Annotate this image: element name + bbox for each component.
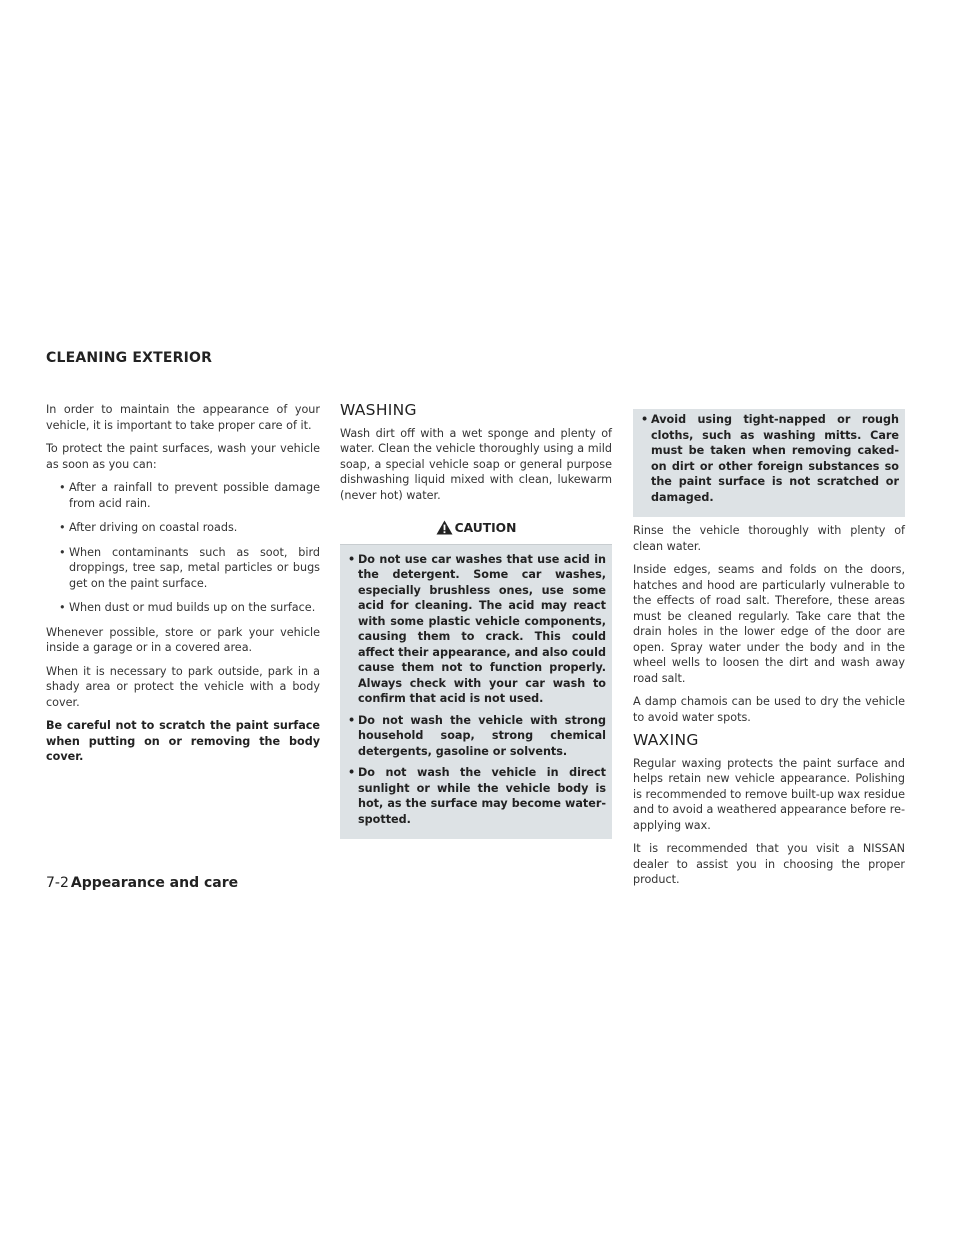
- dealer-paragraph: It is recommended that you visit a NISSAN dealer to assist you in choosing the proper product.: [633, 842, 905, 886]
- caution-list: [633, 409, 905, 513]
- chamois-paragraph: A damp chamois can be used to dry the vehicle to avoid water spots.: [633, 695, 905, 724]
- protect-paragraph: To protect the paint surfaces, wash your vehicle as soon as you can:: [46, 442, 320, 471]
- intro-paragraph: In order to maintain the appearance of your vehicle, it is important to take proper care of it.: [46, 403, 320, 432]
- list-item: • After a rainfall to prevent possible damage from acid rain.: [46, 480, 320, 511]
- page-number: 7-2: [46, 875, 69, 891]
- page-footer: [46, 875, 238, 891]
- caution-item: • Do not wash the vehicle with strong household soap, strong chemical detergents, gasoline or solvents.: [346, 713, 606, 760]
- caution-item: • Avoid using tight-napped or rough cloths, such as washing mitts. Care must be taken when removing caked-on dirt or other foreign substances so the paint surface is not scratched or damaged.: [639, 412, 899, 505]
- list-item: • When dust or mud builds up on the surface.: [46, 600, 320, 616]
- column-2: [340, 403, 612, 839]
- caution-item: • Do not use car washes that use acid in the detergent. Some car washes, especially brushless ones, use some acid for cleaning. The acid may react with some plastic vehicle components, causing them to crack. This could affect their appearance, and also could cause them not to function properly. Always check with your car wash to confirm that acid is not used.: [346, 552, 606, 707]
- washing-paragraph: Wash dirt off with a wet sponge and plenty of water. Clean the vehicle thoroughly using a mild soap, a special vehicle soap or general purpose dishwashing liquid mixed with clean, lukewarm (never hot) water.: [340, 426, 612, 502]
- column-1: [46, 402, 320, 773]
- caution-item: • Do not wash the vehicle in direct sunlight or while the vehicle body is hot, as the surface may become water-spotted.: [346, 765, 606, 827]
- waxing-paragraph: Regular waxing protects the paint surface and helps retain new vehicle appearance. Polishing is recommended to remove built-up wax residue and to avoid a weathered appearance before re-applying wax.: [633, 756, 905, 832]
- list-item: • When contaminants such as soot, bird droppings, tree sap, metal particles or bugs get on the paint surface.: [46, 545, 320, 592]
- list-item: • After driving on coastal roads.: [46, 520, 320, 536]
- caution-label: CAUTION: [454, 521, 517, 535]
- caution-box: [340, 512, 612, 839]
- chapter-title: Appearance and care: [70, 875, 239, 891]
- warning-triangle-icon: [436, 520, 453, 535]
- wash-conditions-list: [46, 480, 320, 616]
- section-title: CLEANING EXTERIOR: [46, 350, 213, 366]
- body-cover-note: Be careful not to scratch the paint surface when putting on or removing the body cover.: [46, 719, 320, 763]
- edges-paragraph: Inside edges, seams and folds on the doors, hatches and hood are particularly vulnerable to the effects of road salt. Therefore, these areas must be cleaned regularly. Take care that the drain holes in the lower edge of the door are open. Spray water under the body and in the wheel wells to loosen the dirt and wash away road salt.: [633, 563, 905, 685]
- column-3: [633, 402, 905, 896]
- park-outside-paragraph: When it is necessary to park outside, park in a shady area or protect the vehicle with a body cover.: [46, 664, 320, 709]
- waxing-heading: WAXING: [633, 731, 699, 749]
- caution-list: [340, 545, 612, 836]
- caution-header: [340, 512, 612, 545]
- washing-heading: WASHING: [340, 401, 417, 419]
- caution-box-continued: [633, 409, 905, 517]
- rinse-paragraph: Rinse the vehicle thoroughly with plenty of clean water.: [633, 524, 905, 553]
- store-paragraph: Whenever possible, store or park your vehicle inside a garage or in a covered area.: [46, 625, 320, 654]
